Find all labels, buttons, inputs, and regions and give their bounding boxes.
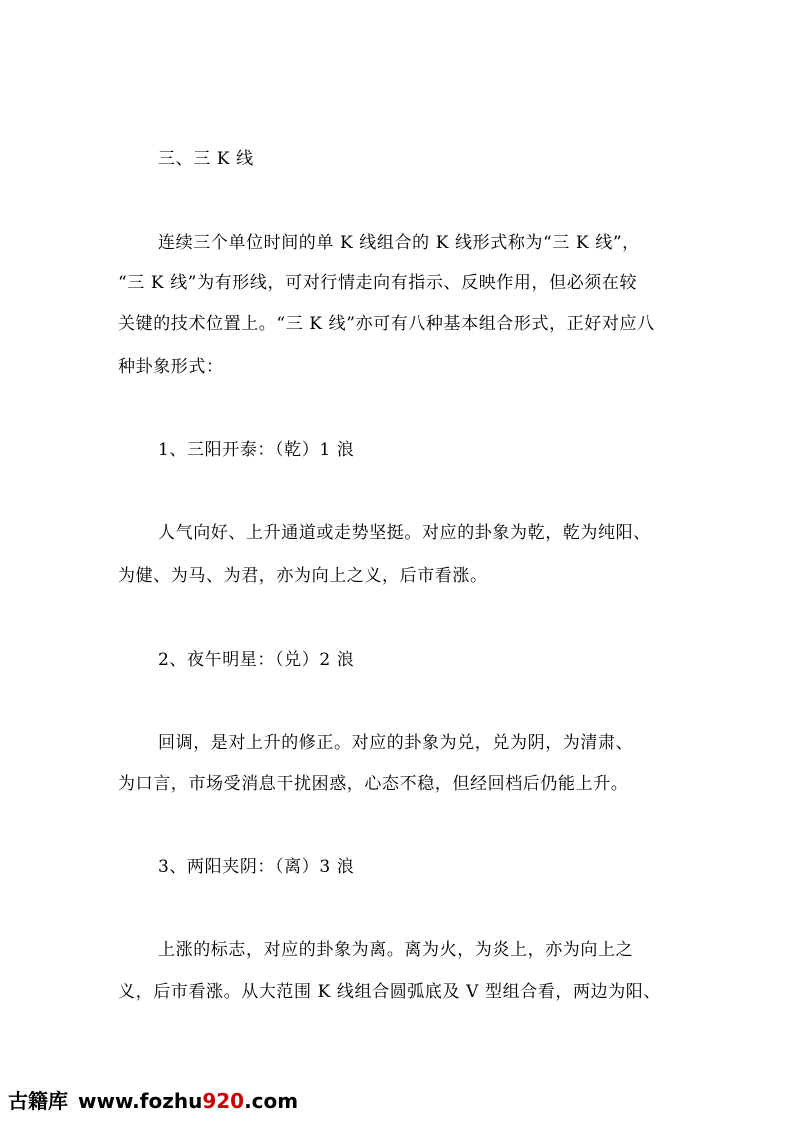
- paragraph-line: 为健、为马、为君，亦为向上之义，后市看涨。: [118, 566, 488, 586]
- paragraph-line: “三 K 线”为有形线，可对行情走向有指示、反映作用，但必须在较: [118, 273, 638, 293]
- site-url-prefix: www.fozhu: [78, 1089, 203, 1113]
- paragraph-line: 为口言，市场受消息干扰困惑，心态不稳，但经回档后仍能上升。: [118, 774, 629, 794]
- site-url-suffix: .com: [244, 1089, 299, 1113]
- watermark-footer: [8, 1088, 298, 1114]
- item-title: 1、三阳开泰：（乾）1 浪: [158, 440, 355, 460]
- paragraph-line: 连续三个单位时间的单 K 线组合的 K 线形式称为“三 K 线”，: [158, 233, 640, 253]
- paragraph-line: 义，后市看涨。从大范围 K 线组合圆弧底及 V 型组合看，两边为阳、: [118, 982, 661, 1002]
- item-title: 3、两阳夹阴：（离）3 浪: [158, 857, 355, 877]
- paragraph-line: 关键的技术位置上。“三 K 线”亦可有八种基本组合形式，正好对应八: [118, 314, 655, 334]
- paragraph-line: 人气向好、上升通道或走势坚挺。对应的卦象为乾，乾为纯阳、: [158, 523, 651, 543]
- item-title: 2、夜午明星：（兑）2 浪: [158, 650, 355, 670]
- paragraph-line: 种卦象形式：: [118, 357, 224, 377]
- site-url-number: 920: [202, 1089, 245, 1113]
- site-brand: 古籍库: [8, 1089, 68, 1113]
- paragraph-line: 上涨的标志，对应的卦象为离。离为火，为炎上，亦为向上之: [158, 940, 634, 960]
- section-heading: 三、三 K 线: [158, 149, 254, 169]
- paragraph-line: 回调，是对上升的修正。对应的卦象为兑，兑为阴，为清肃、: [158, 733, 634, 753]
